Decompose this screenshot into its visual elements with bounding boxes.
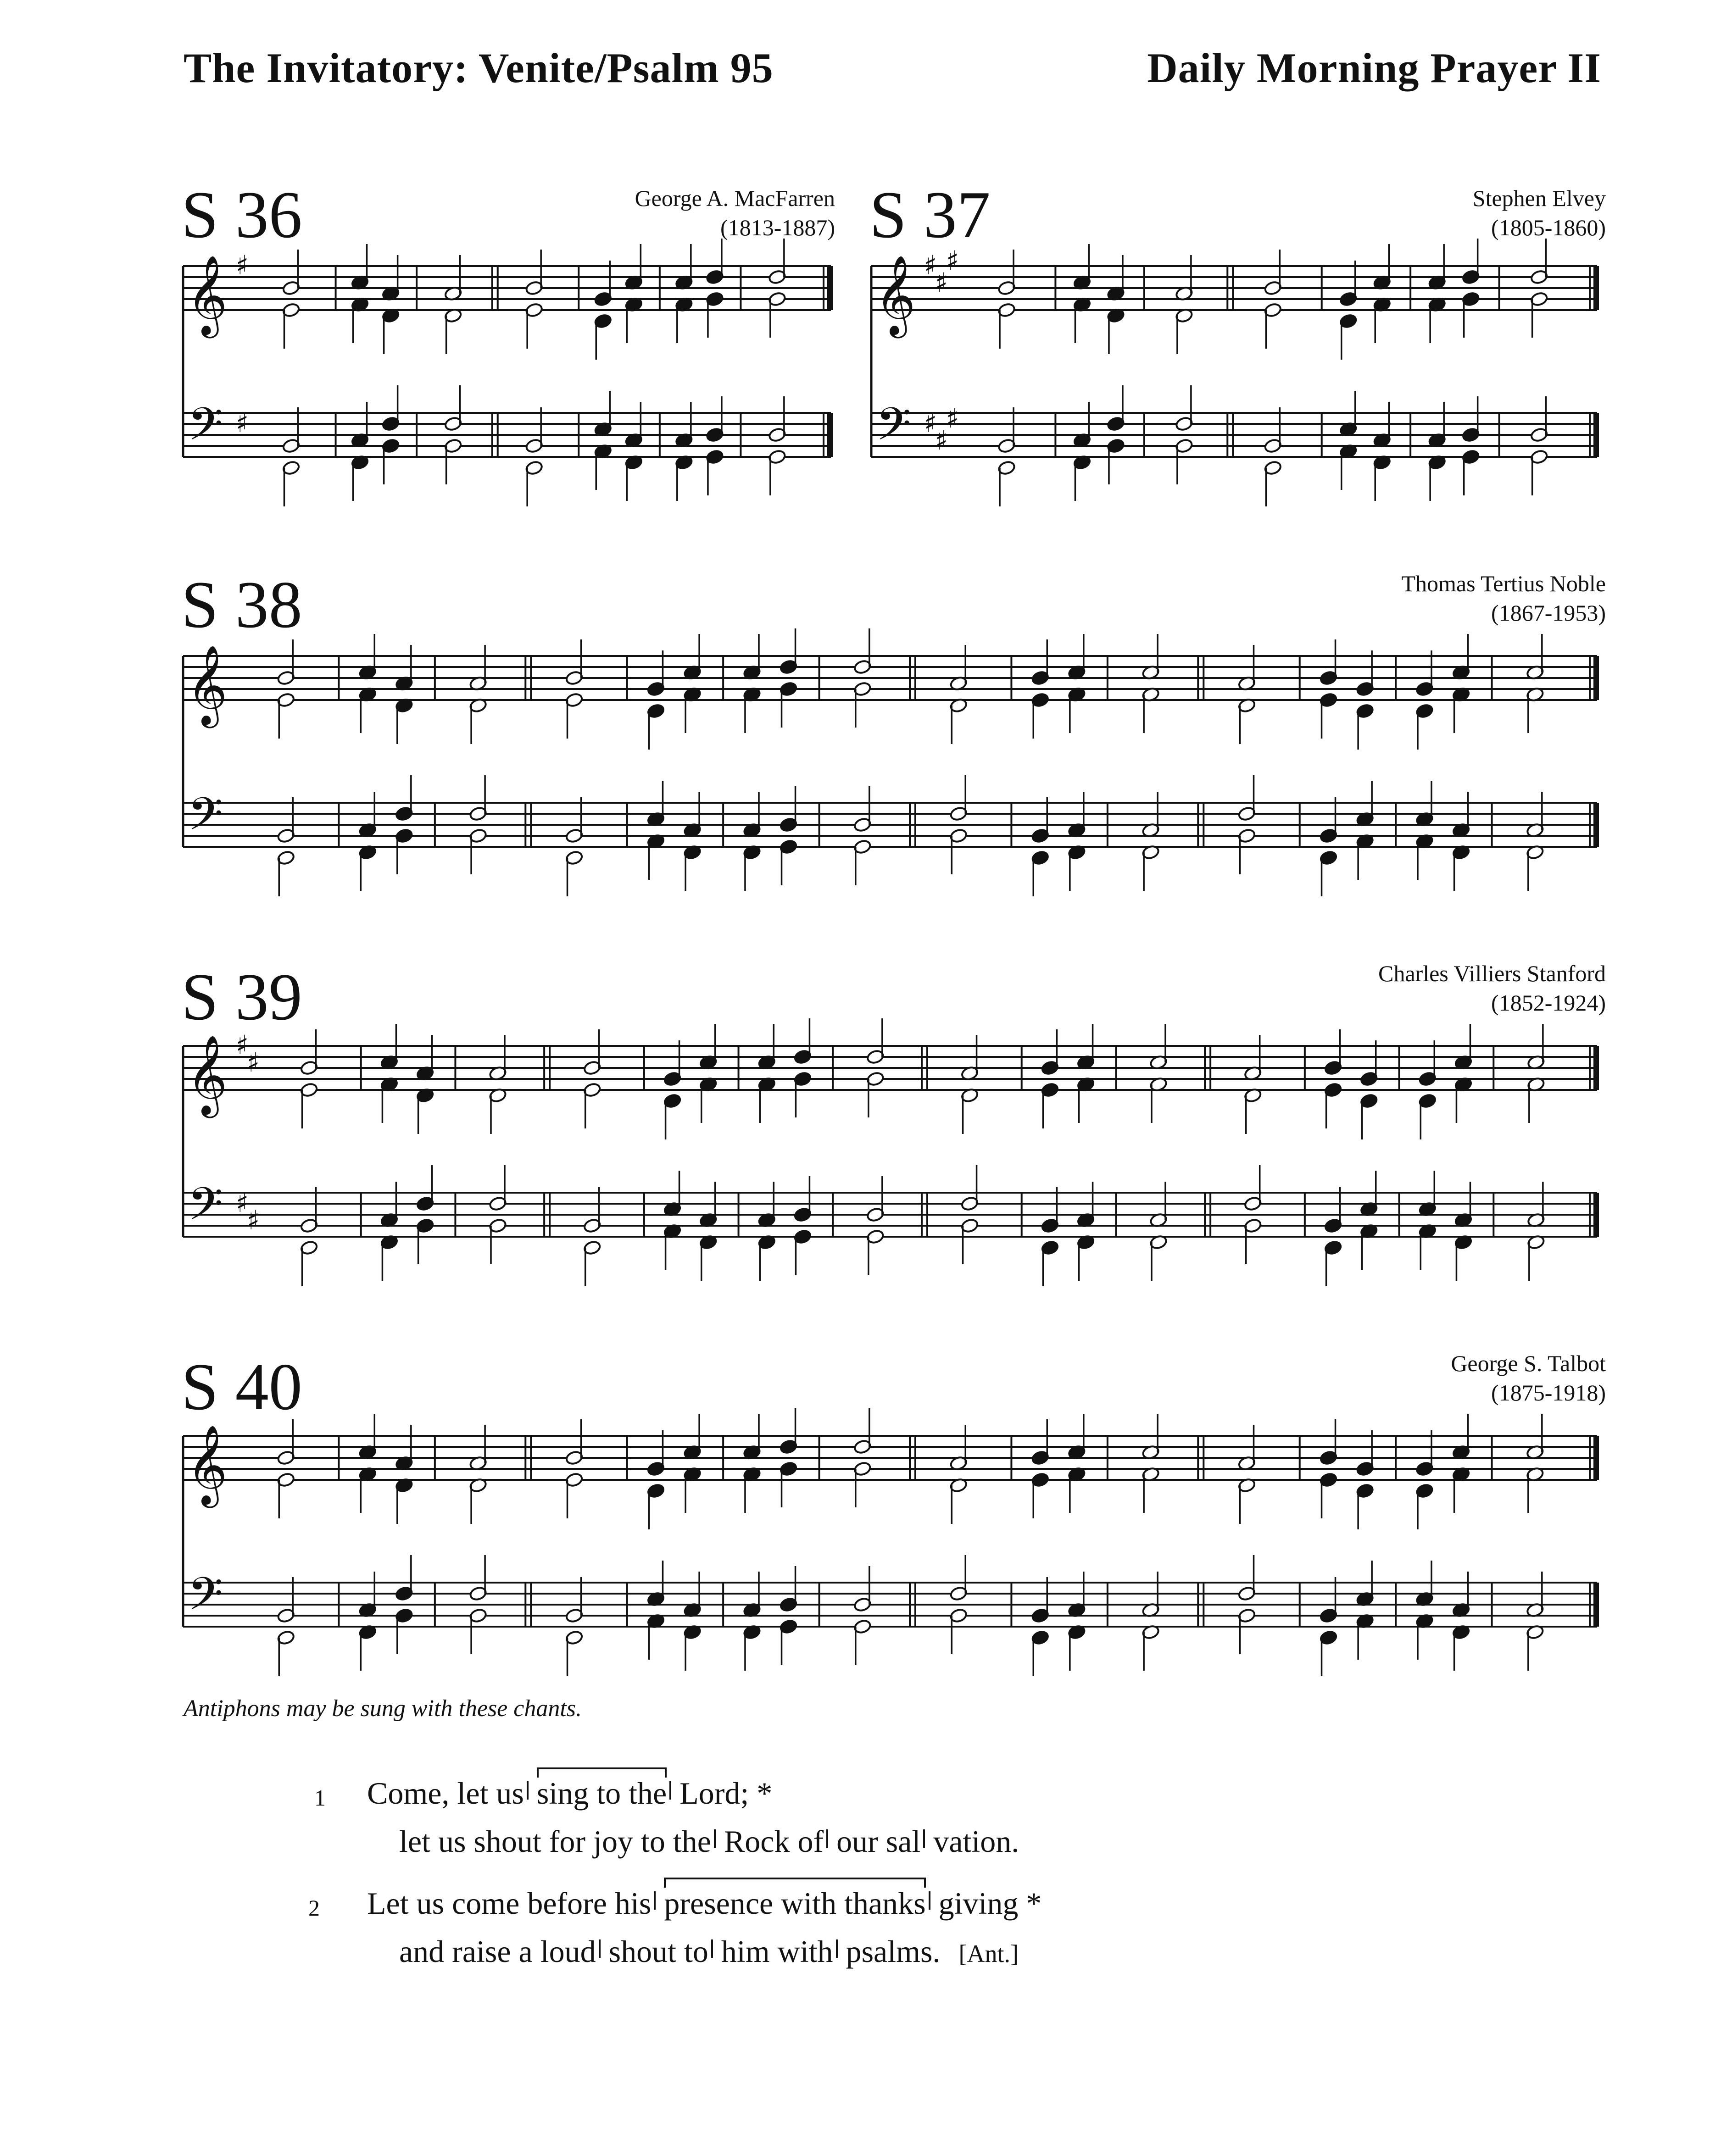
sharp-sign-icon: ♯ [946,245,959,276]
pointing-bracket [537,1767,667,1769]
pointing-bracket [664,1878,925,1879]
sharp-sign-icon: ♯ [946,403,959,434]
pointing-mark [711,1939,717,1958]
composer-name: George A. MacFarren [635,185,835,211]
bass-clef-icon: 𝄢 [188,1568,223,1632]
sharp-sign-icon: ♯ [236,1187,249,1218]
sharp-sign-icon: ♯ [236,250,249,281]
composer-dates: (1813-1887) [720,215,835,240]
verse-text: sing to the [536,1776,667,1811]
verse-number: 1 [314,1785,326,1811]
composer-credit [1239,569,1606,628]
bass-clef-icon: 𝄢 [188,398,223,462]
chant-number: S 36 [181,178,302,252]
sharp-sign-icon: ♯ [247,1205,260,1236]
composer-dates: (1867-1953) [1491,600,1606,626]
composer-name: Thomas Tertius Noble [1401,571,1606,596]
verse-text: Come, let us [367,1776,524,1811]
composer-dates: (1875-1918) [1491,1380,1606,1406]
verse-text: giving * [938,1886,1042,1921]
verse-text: Lord; * [679,1776,773,1811]
treble-clef-icon: 𝄞 [187,645,228,725]
sharp-sign-icon: ♯ [935,425,948,456]
chant-score [181,239,842,541]
pointing-mark [929,1891,934,1910]
composer-credit [518,183,835,242]
pointing-mark [826,1829,832,1848]
chant-number: S 39 [181,960,302,1034]
pointing-mark [527,1781,532,1800]
composer-credit [1239,1349,1606,1407]
composer-name: George S. Talbot [1451,1350,1606,1376]
verse-text: Let us come before his [367,1886,652,1921]
bass-clef-icon: 𝄢 [876,398,912,462]
pointing-mark [923,1829,929,1848]
chant-score [181,1018,1608,1321]
treble-clef-icon: 𝄞 [187,1425,228,1505]
sharp-sign-icon: ♯ [924,250,937,281]
verse-text: Rock of [724,1824,824,1859]
sharp-sign-icon: ♯ [935,267,948,298]
chant-score [869,239,1608,541]
chant-score [181,628,1608,931]
pointing-mark [654,1891,659,1910]
composer-name: Charles Villiers Stanford [1378,961,1606,986]
treble-clef-icon: 𝄞 [187,255,228,335]
verse-text: presence with thanks [664,1886,926,1921]
chant-number: S 37 [869,178,991,252]
pointing-mark [836,1939,841,1958]
pointing-mark [669,1781,675,1800]
antiphon-marker: [Ant.] [958,1940,1019,1967]
verse-line [399,1823,1019,1860]
bass-clef-icon: 𝄢 [188,788,223,852]
verse-text: our sal [836,1824,921,1859]
composer-dates: (1805-1860) [1491,215,1606,240]
chant-number: S 40 [181,1350,302,1424]
composer-credit [1193,959,1606,1017]
sharp-sign-icon: ♯ [236,1029,249,1061]
verse-line [399,1934,1019,1970]
composer-credit [1353,183,1606,242]
sharp-sign-icon: ♯ [924,407,937,439]
pointing-mark [714,1829,719,1848]
verse-text: shout to [608,1934,708,1969]
composer-dates: (1852-1924) [1491,990,1606,1016]
chant-number: S 38 [181,567,302,642]
pointing-mark [599,1939,604,1958]
verse-line [367,1885,1041,1922]
verse-line [367,1775,772,1811]
verse-number: 2 [308,1895,320,1921]
verse-text: let us shout for joy to the [399,1824,711,1859]
bass-clef-icon: 𝄢 [188,1178,223,1242]
treble-clef-icon: 𝄞 [187,1035,228,1115]
page-header-right: Daily Morning Prayer II [1147,44,1601,91]
verse-text: and raise a loud [399,1934,596,1969]
chant-score [181,1408,1608,1711]
sharp-sign-icon: ♯ [247,1047,260,1078]
page-header-left: The Invitatory: Venite/Psalm 95 [184,44,774,91]
antiphon-note: Antiphons may be sung with these chants. [184,1695,582,1722]
sharp-sign-icon: ♯ [236,407,249,439]
verse-text: psalms. [846,1934,941,1969]
composer-name: Stephen Elvey [1472,185,1606,211]
treble-clef-icon: 𝄞 [875,255,916,335]
verse-text: him with [721,1934,833,1969]
verse-text: vation. [933,1824,1019,1859]
